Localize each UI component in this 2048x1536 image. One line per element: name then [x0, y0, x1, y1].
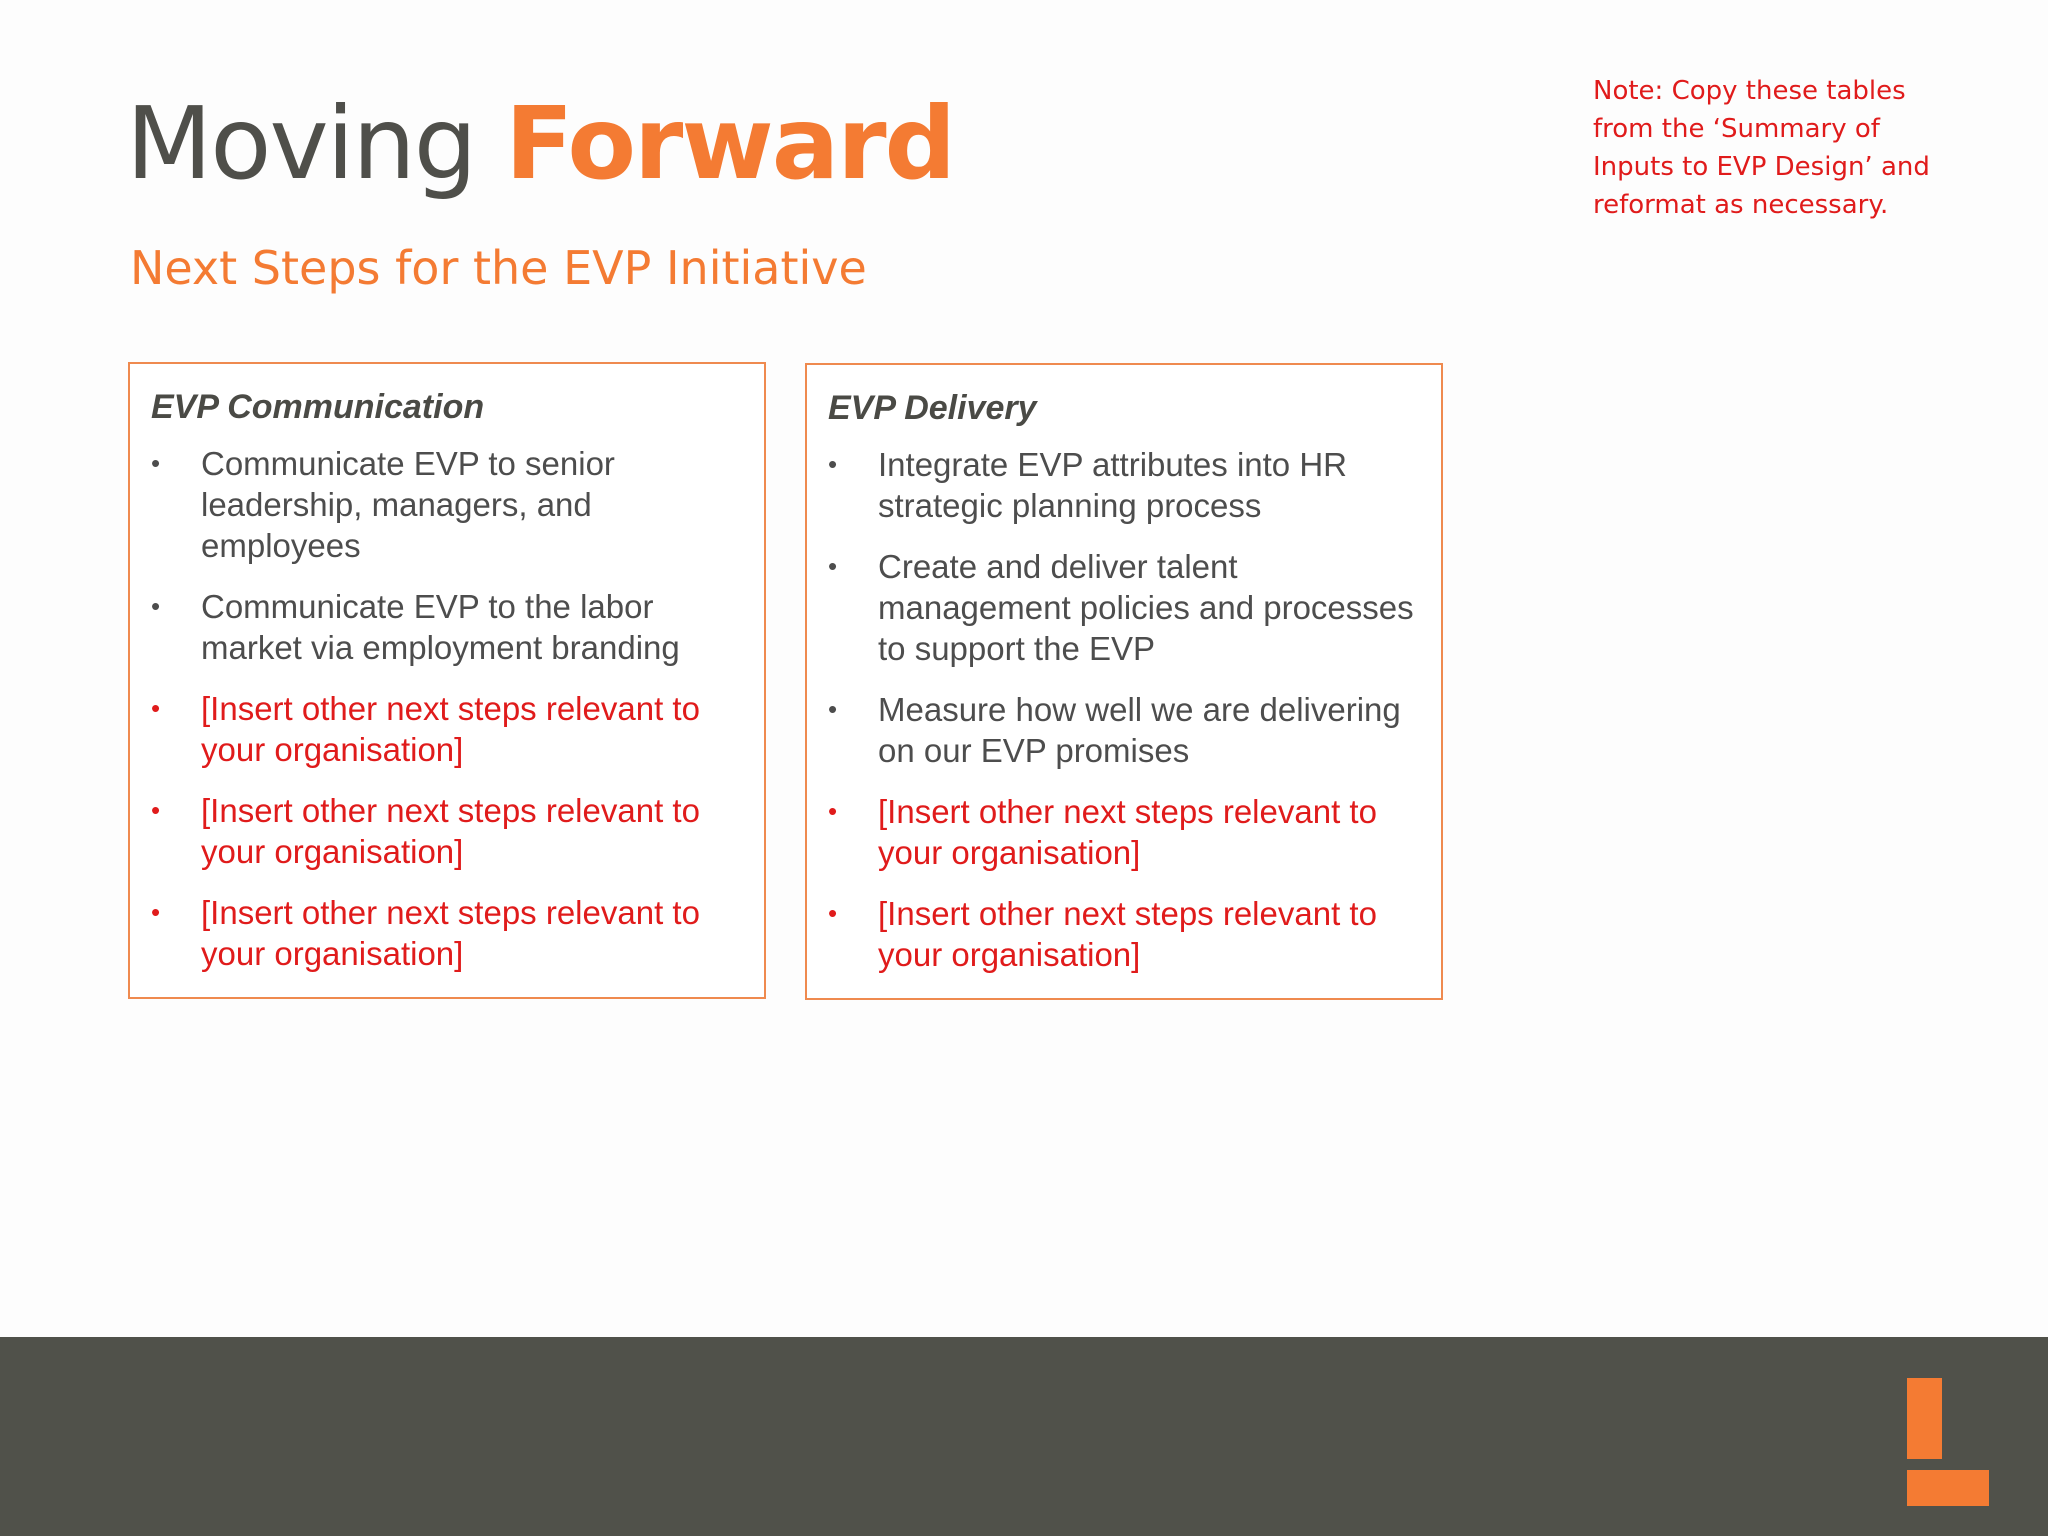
- list-item-text: Communicate EVP to the labor market via employment branding: [201, 588, 680, 666]
- list-item-text: [Insert other next steps relevant to your organisation]: [201, 894, 700, 972]
- bullet-icon: •: [151, 897, 161, 927]
- list-item: [828, 546, 1418, 669]
- placeholder-list-item: [828, 791, 1418, 873]
- slide-subtitle: Next Steps for the EVP Initiative: [130, 241, 867, 295]
- list-item-text: [Insert other next steps relevant to your organisation]: [878, 895, 1377, 973]
- placeholder-list-item: [151, 892, 741, 974]
- bullet-icon: •: [151, 693, 161, 723]
- evp-communication-title: EVP Communication: [151, 388, 485, 426]
- list-item-text: [Insert other next steps relevant to your organisation]: [878, 793, 1377, 871]
- list-item: [151, 443, 741, 566]
- logo-horizontal-bar: [1907, 1470, 1989, 1506]
- title-accent-word: Forward: [505, 85, 955, 202]
- evp-communication-list: [151, 443, 741, 994]
- placeholder-list-item: [828, 893, 1418, 975]
- placeholder-list-item: [151, 790, 741, 872]
- evp-delivery-title: EVP Delivery: [828, 389, 1037, 427]
- bullet-icon: •: [828, 796, 838, 826]
- placeholder-list-item: [151, 688, 741, 770]
- list-item-text: [Insert other next steps relevant to your organisation]: [201, 792, 700, 870]
- footer-bar: [0, 1337, 2048, 1536]
- list-item-text: Measure how well we are delivering on our EVP promises: [878, 691, 1401, 769]
- list-item-text: Integrate EVP attributes into HR strategic planning process: [878, 446, 1347, 524]
- evp-delivery-list: [828, 444, 1418, 995]
- bullet-icon: •: [151, 795, 161, 825]
- bullet-icon: •: [828, 694, 838, 724]
- bullet-icon: •: [828, 449, 838, 479]
- bullet-icon: •: [828, 551, 838, 581]
- evp-communication-box: [128, 362, 766, 999]
- bullet-icon: •: [151, 448, 161, 478]
- list-item: [828, 444, 1418, 526]
- list-item-text: Communicate EVP to senior leadership, managers, and employees: [201, 445, 615, 564]
- logo-vertical-bar: [1907, 1378, 1942, 1459]
- list-item: [828, 689, 1418, 771]
- list-item: [151, 586, 741, 668]
- title-main-word: Moving: [126, 85, 476, 202]
- instruction-note: Note: Copy these tables from the ‘Summary of Inputs to EVP Design’ and reformat as necessary.: [1593, 76, 1930, 220]
- list-item-text: [Insert other next steps relevant to your organisation]: [201, 690, 700, 768]
- bullet-icon: •: [151, 591, 161, 621]
- bullet-icon: •: [828, 898, 838, 928]
- slide-title: [126, 82, 954, 206]
- evp-delivery-box: [805, 363, 1443, 1000]
- list-item-text: Create and deliver talent management policies and processes to support the EVP: [878, 548, 1414, 667]
